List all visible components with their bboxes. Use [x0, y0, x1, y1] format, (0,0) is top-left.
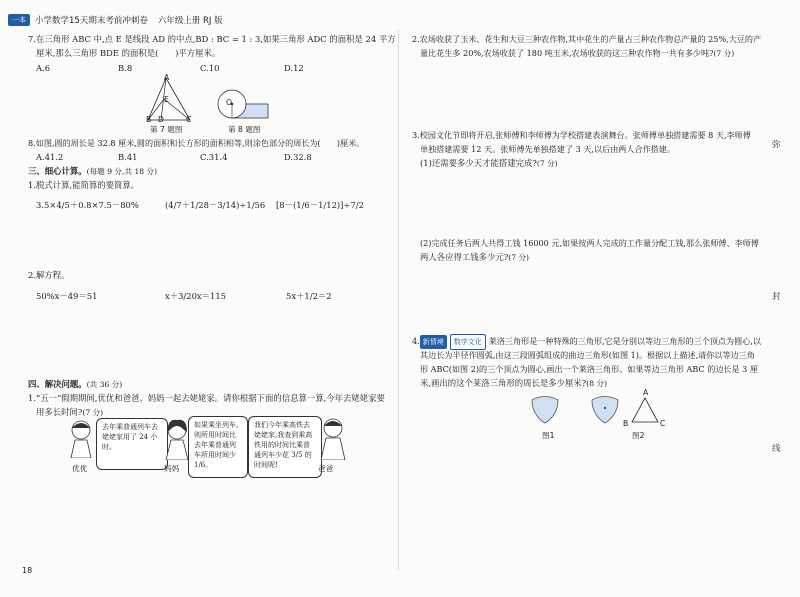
fig2-caption: 图2 [632, 431, 645, 440]
label-youyou: 优优 [72, 464, 88, 473]
fig7-label-c: C [186, 115, 192, 124]
p3-sub1 [420, 156, 558, 171]
section3-title: 三、细心计算。 [28, 166, 87, 176]
youyou-figure [66, 418, 96, 458]
p3-sub1-text: (1)还需要多少天才能搭建完成? [420, 158, 537, 168]
fig8-label-o: O [226, 98, 232, 107]
fig7-label-d: D [158, 115, 164, 124]
section3-note: (每题 9 分,共 18 分) [86, 167, 158, 176]
label-dad: 爸爸 [318, 464, 334, 473]
fig7-label-a: A [164, 73, 170, 82]
fig8-caption: 第 8 题图 [228, 125, 261, 134]
q8-option-c: C.31.4 [200, 152, 228, 162]
p4-line1-text: 莱洛三角形是一种特殊的三角形,它是分别以等边三角形的三个顶点为圆心,以 [488, 336, 761, 346]
page-number: 18 [22, 566, 33, 575]
side-seal-2: 封 [772, 292, 781, 302]
side-seal-1: 弥 [772, 140, 781, 150]
p3-line1: 3.校园文化节即将开启,张师傅和李师傅为学校搭建表演舞台。张师傅单独搭建需要 8 天,李师傅 [412, 130, 751, 140]
fig7-label-e: E [164, 95, 169, 104]
p3-sub2-score: (7 分) [508, 253, 530, 262]
tag-math-culture: 数学文化 [450, 334, 486, 350]
q7-option-d: D.12 [284, 63, 304, 73]
q7-line2: 厘米,那么三角形 BDE 的面积是( )平方厘米。 [36, 48, 221, 58]
q32-expr1: 50%x－49＝51 [36, 291, 98, 301]
p3-sub1-score: (7 分) [536, 159, 558, 168]
p3-sub2-line2 [420, 250, 529, 265]
q31-title: 1.脱式计算,能简算的要简算。 [28, 180, 140, 190]
p1-score: (7 分) [82, 408, 104, 417]
q32-title: 2.解方程。 [28, 270, 70, 280]
header [8, 14, 223, 26]
q8-line1: 8.如图,圆的周长是 32.8 厘米,圆的面积和长方形的面积相等,则涂色部分的周长为( )厘米。 [28, 138, 365, 148]
section3-heading [28, 164, 157, 179]
fig2-label-b: B [623, 419, 629, 428]
q32-expr2: x＋3/20x＝115 [165, 291, 226, 301]
reuleaux-figures [518, 392, 668, 432]
q7-option-b: B.8 [118, 63, 133, 73]
q31-expr3: [8－(1/6－1/12)]÷7/2 [276, 200, 364, 210]
q7-option-a: A.6 [36, 63, 51, 73]
p4-line2: 其边长为半径作圆弧,由这三段圆弧组成的曲边三角形(如图 1)。根据以上描述,请你以等边三角 [420, 350, 755, 360]
p4-line4 [420, 376, 607, 391]
triangle-figure [148, 78, 190, 120]
header-title: 小学数学15天期末考前冲刺卷 [35, 16, 148, 26]
dad-figure [316, 416, 350, 460]
fig7-caption: 第 7 题图 [150, 125, 183, 134]
p1-line1: 1.“五一”假期期间,优优和爸爸、妈妈一起去姥姥家。请你根据下面的信息算一算,今年去姥姥家要 [28, 393, 385, 403]
fig2-label-c: C [660, 419, 666, 428]
fig2-label-a: A [643, 388, 649, 397]
q8-option-d: D.32.8 [284, 152, 312, 162]
q8-option-b: B.41 [118, 152, 138, 162]
side-seal-3: 线 [772, 444, 781, 454]
label-mom: 妈妈 [164, 464, 180, 473]
column-divider [398, 30, 399, 570]
q7-option-c: C.10 [200, 63, 220, 73]
p3-sub2-line1: (2)完成任务后两人共得工钱 16000 元,如果按两人完成的工作量分配工钱,那么张师傅、李师傅 [420, 238, 759, 248]
p4-score: (8 分) [586, 379, 608, 388]
p4-line4-text: 米,画出的这个莱洛三角形的周长是多少厘米? [420, 378, 587, 388]
p2-line1: 2.农场收获了玉米、花生和大豆三种农作物,其中花生的产量占三种农作物总产量的 25%,大豆的产 [412, 34, 762, 44]
p1-line2-text: 用多长时间? [36, 407, 83, 417]
q7-line1: 7.在三角形 ABC 中,点 E 是线段 AD 的中点,BD : BC = 1 : 3,如果三角形 ADC 的面积是 24 平方 [28, 34, 396, 44]
p2-line2-text: 量比花生多 20%,农场收获了 180 吨玉米,农场收获的这三种农作物一共有多少吨? [420, 48, 714, 58]
fig1-caption: 图1 [542, 431, 555, 440]
section4-note: (共 36 分) [86, 380, 123, 389]
logo-badge: 一本 [8, 14, 30, 26]
q31-expr2: (4/7＋1/28－3/14)÷1/56 [165, 200, 266, 210]
tag-new-context: 新情境 [420, 335, 447, 349]
q8-option-a: A.41.2 [36, 152, 64, 162]
p2-line2 [420, 46, 734, 61]
bubble-dad: 我们今年乘高铁去姥姥家,我查到乘高铁用的时间比乘普通列车少花 3/5 的时间呢! [248, 416, 322, 478]
q31-expr1: 3.5×4/5＋0.8×7.5－80% [36, 200, 139, 210]
section4-title: 四、解决问题。 [28, 379, 87, 389]
section4-heading [28, 377, 122, 392]
q32-expr3: 5x＋1/2＝2 [286, 291, 332, 301]
p3-sub2-line2-text: 两人各应得工钱多少元? [420, 252, 509, 262]
fig7-label-b: B [146, 115, 152, 124]
p4-line3: 形 ABC(如图 2)的三个顶点为圆心,画出一个莱洛三角形。如果等边三角形 ABC 的边长是 3 厘 [420, 364, 758, 374]
p4-line1: 4. 新情境 数学文化 莱洛三角形是一种特殊的三角形,它是分别以等边三角形的三个顶点为圆心,以 [412, 334, 761, 350]
p3-line2: 单独搭建需要 12 天。张师傅先单独搭建了 3 天,以后由两人合作搭建。 [420, 144, 675, 154]
p2-score: (7 分) [713, 49, 735, 58]
bubble-mom: 如果乘坐列车,则所用时间比去年乘普通列车所用时间少 1/6。 [188, 416, 248, 478]
header-grade: 六年级上册 RJ 版 [157, 16, 223, 26]
bubble-youyou: 去年乘普通列车去姥姥家用了 24 小时。 [96, 418, 168, 470]
